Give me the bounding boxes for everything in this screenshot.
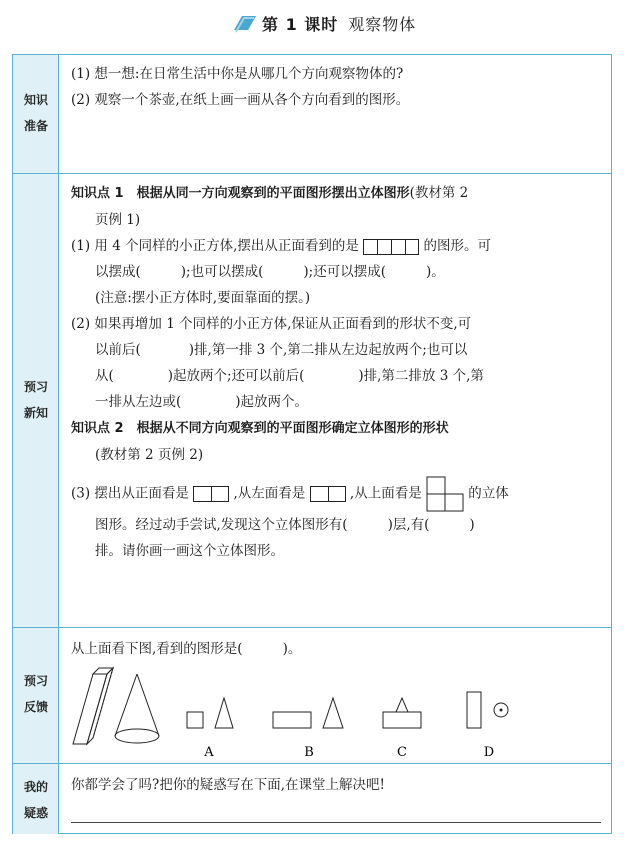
- section-doubt: [13, 763, 611, 834]
- label-line: 知识: [23, 93, 48, 107]
- lesson-number: 第 1 课时: [262, 15, 339, 34]
- question-text: 一排从左边或(: [95, 394, 182, 410]
- option-label: A: [204, 745, 214, 760]
- question-text: )起放两个。: [235, 394, 309, 410]
- question-text: )起放两个;还可以前后(: [167, 368, 305, 384]
- question-text: 的图形。可: [423, 238, 491, 254]
- book-icon: [232, 12, 258, 34]
- question-text: (1) 想一想:在日常生活中你是从哪几个方向观察物体的?: [71, 66, 404, 82]
- section-label: [13, 55, 59, 173]
- question-text: ,从上面看是: [349, 485, 422, 502]
- section-label: [13, 764, 59, 834]
- section-label: [13, 174, 59, 628]
- lesson-topic: 观察物体: [348, 15, 417, 34]
- label-line: 疑惑: [23, 806, 48, 820]
- section-content: [71, 61, 601, 113]
- option-label: D: [483, 745, 495, 760]
- label-line: 我的: [23, 780, 48, 794]
- section-content: [71, 772, 601, 798]
- label-line: 新知: [23, 406, 48, 420]
- question-text: 从上面看下图,看到的图形是(: [71, 641, 243, 657]
- option-b-figure: [273, 698, 343, 728]
- writing-line[interactable]: [71, 822, 601, 823]
- question-text: );也可以摆成(: [180, 264, 264, 280]
- question-text: 排。请你画一画这个立体图形。: [95, 543, 284, 559]
- option-d-figure: [467, 692, 508, 728]
- textbook-ref: (教材第 2: [409, 185, 469, 201]
- section-label: [13, 628, 59, 764]
- section-feedback: [13, 627, 611, 764]
- doubt-prompt: 你都学会了吗?把你的疑惑写在下面,在课堂上解决吧!: [71, 777, 385, 793]
- feedback-figures: [71, 664, 601, 762]
- note-text: (注意:摆小正方体时,要面靠面的摆。): [95, 290, 311, 306]
- page-title: [262, 12, 416, 35]
- question-text: 的立体: [468, 485, 509, 502]
- question-text: 从(: [95, 368, 114, 384]
- textbook-ref: (教材第 2 页例 2): [95, 447, 204, 463]
- question-text: );还可以摆成(: [303, 264, 386, 280]
- question-text: (2) 观察一个茶壶,在纸上画一画从各个方向看到的图形。: [71, 92, 410, 108]
- question-text: )排,第二排放 3 个,第: [358, 368, 484, 384]
- worksheet-frame: [12, 54, 612, 834]
- section-preview: [13, 173, 611, 628]
- section-content: [71, 636, 601, 662]
- label-line: 反馈: [23, 700, 48, 714]
- cuboid-figure: [73, 668, 113, 744]
- question-text: 以摆成(: [95, 264, 141, 280]
- lesson-header: [0, 0, 624, 48]
- label-line: 准备: [23, 119, 48, 133]
- question-text: (2) 如果再增加 1 个同样的小正方体,保证从正面看到的形状不变,可: [71, 316, 472, 332]
- option-a-figure: [187, 698, 233, 728]
- label-line: 预习: [23, 674, 48, 688]
- section-content: [71, 180, 601, 564]
- knowledge-point-title: 知识点 2 根据从不同方向观察到的平面图形确定立体图形的形状: [71, 421, 449, 436]
- question-text: ,从左面看是: [233, 485, 306, 502]
- question-text: )。: [282, 641, 302, 657]
- question-text: (3) 摆出从正面看是: [71, 485, 189, 502]
- option-label: B: [304, 745, 314, 760]
- question-text: 以前后(: [95, 342, 141, 358]
- section-prep: [13, 55, 611, 173]
- two-square-front-figure: [193, 486, 229, 502]
- option-label: C: [397, 745, 407, 760]
- question-text: )。: [425, 264, 445, 280]
- option-c-figure: [383, 698, 421, 728]
- cone-figure: [115, 674, 159, 743]
- textbook-ref: 页例 1): [95, 212, 141, 228]
- question-text: )排,第一排 3 个,第二排从左边起放两个;也可以: [188, 342, 468, 358]
- two-square-left-figure: [310, 486, 346, 502]
- question-text: 图形。经过动手尝试,发现这个立体图形有(: [95, 517, 348, 533]
- four-square-figure: [363, 239, 419, 255]
- question-text: (1) 用 4 个同样的小正方体,摆出从正面看到的是: [71, 238, 359, 254]
- top-view-figure: [426, 476, 464, 512]
- knowledge-point-title: 知识点 1 根据从同一方向观察到的平面图形摆出立体图形: [71, 186, 410, 201]
- question-text: )层,有(: [387, 517, 430, 533]
- label-line: 预习: [23, 380, 48, 394]
- question-text: ): [469, 517, 475, 533]
